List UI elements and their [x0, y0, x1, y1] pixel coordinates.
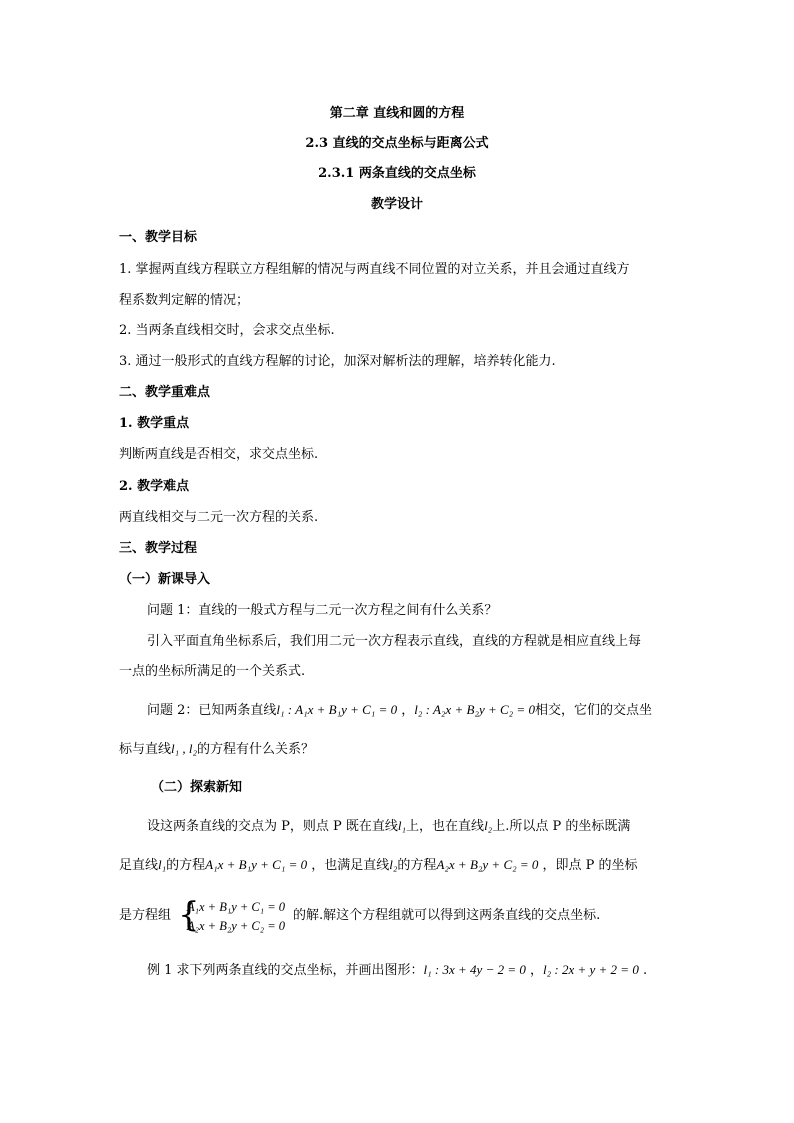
q2b-text-pre: 标与直线: [119, 742, 172, 757]
p1-text-c: 上.所以点 P 的坐标既满: [492, 819, 631, 834]
difficulty-text: 两直线相交与二元一次方程的关系.: [119, 510, 319, 525]
ex1-eq1: l₁ : 3x + 4y − 2 = 0: [423, 962, 526, 977]
explore-line-2: [119, 857, 638, 874]
q2b-lines: l₁ , l₂: [171, 741, 198, 756]
goal2-line: 2. 当两条直线相交时，会求交点坐标.: [119, 323, 335, 338]
system-brace: {: [178, 895, 200, 935]
q2b-text-post: 的方程有什么关系？: [197, 742, 315, 757]
p2-l1: l₁: [158, 857, 167, 872]
p1-l2: l₂: [484, 818, 493, 833]
p1-l1: l₁: [397, 818, 407, 833]
p2-text-a: 足直线: [119, 858, 159, 873]
question2-line-b: [119, 741, 314, 758]
difficulty-heading: 2. 教学难点: [119, 479, 190, 494]
ex1-text: 例 1 求下列两条直线的交点坐标，并画出图形：: [147, 963, 424, 978]
goal1-line-b: 程系数判定解的情况；: [119, 293, 250, 308]
example1-line: [147, 962, 647, 979]
ex1-sep: ，: [525, 963, 544, 978]
part1-heading: （一）新课导入: [119, 572, 211, 587]
section-title: 2.3 直线的交点坐标与距离公式: [305, 136, 489, 151]
part2-heading: （二）探索新知: [151, 780, 243, 795]
explore-line-3-post: 的解.解这个方程组就可以得到这两条直线的交点坐标.: [293, 908, 601, 923]
p2-eq2: A₂x + B₂y + C₂ = 0: [436, 857, 539, 872]
q2-eq-line1: l₁ : A₁x + B₁y + C₁ = 0: [276, 702, 398, 717]
key-point-heading: 1. 教学重点: [119, 416, 190, 431]
sec1-heading: 一、教学目标: [119, 230, 198, 245]
subsection-title: 2.3.1 两条直线的交点坐标: [318, 166, 476, 181]
chapter-title: 第二章 直线和圆的方程: [329, 106, 465, 121]
ex1-eq2: l₂ : 2x + y + 2 = 0: [543, 962, 639, 977]
equation-system: [178, 895, 298, 935]
p2-text-b: 的方程: [166, 858, 206, 873]
sec2-heading: 二、教学重难点: [119, 385, 211, 400]
p2-text-c: ，也满足直线: [307, 858, 390, 873]
answer1-line-b: 一点的坐标所满足的一个关系式.: [119, 664, 306, 679]
explore-line-3-pre: 是方程组: [119, 908, 172, 923]
answer1-line-a: 引入平面直角坐标系后，我们用二元一次方程表示直线，直线的方程就是相应直线上每: [147, 634, 642, 649]
q2-sep: ，: [397, 703, 415, 718]
key-point-text: 判断两直线是否相交，求交点坐标.: [119, 447, 319, 462]
p2-text-e: ，即点 P 的坐标: [538, 858, 638, 873]
q2-text-pre: 问题 2：已知两条直线: [147, 703, 277, 718]
system-row-2: A₂x + B₂y + C₂ = 0: [187, 919, 286, 933]
sec3-heading: 三、教学过程: [119, 541, 198, 556]
goal1-line-a: 1. 掌握两直线方程联立方程组解的情况与两直线不同位置的对立关系，并且会通过直线方: [119, 262, 630, 277]
p2-l2: l₂: [389, 857, 398, 872]
q2-eq-line2: l₂ : A₂x + B₂y + C₂ = 0: [414, 702, 535, 717]
system-row-1: A₁x + B₁y + C₁ = 0: [187, 900, 286, 914]
q2-text-post: 相交，它们的交点坐: [534, 703, 652, 718]
p1-text-a: 设这两条直线的交点为 P，则点 P 既在直线: [147, 819, 398, 834]
p2-eq1: A₁x + B₁y + C₁ = 0: [205, 857, 308, 872]
ex1-end: .: [638, 963, 648, 978]
p1-text-b: 上，也在直线: [406, 819, 485, 834]
doc-type-title: 教学设计: [370, 197, 423, 212]
explore-line-1: [147, 818, 630, 835]
p2-text-d: 的方程: [397, 858, 437, 873]
question1: 问题 1：直线的一般式方程与二元一次方程之间有什么关系？: [147, 603, 498, 618]
goal3-line: 3. 通过一般形式的直线方程解的讨论，加深对解析法的理解，培养转化能力.: [119, 354, 556, 369]
question2-line-a: [147, 702, 652, 719]
